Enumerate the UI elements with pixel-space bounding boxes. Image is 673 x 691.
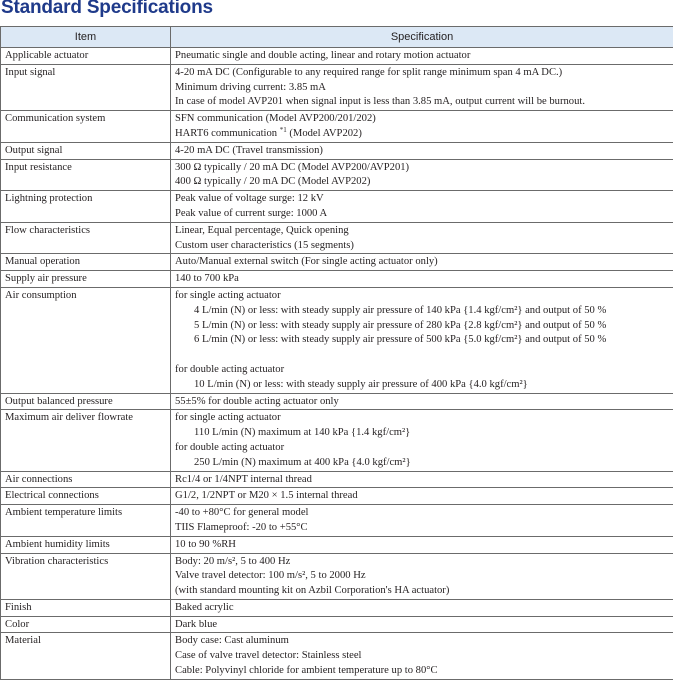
table-row [1,410,673,471]
spec-line: 4-20 mA DC (Configurable to any required range for split range minimum span 4 mA DC.) [175,66,563,78]
spec-line: Linear, Equal percentage, Quick opening [175,224,349,236]
row-spec-cell [171,64,673,110]
spec-line: Cable: Polyvinyl chloride for ambient temperature up to 80°C [175,665,438,677]
spec-line: Custom user characteristics (15 segments) [175,239,354,251]
header-specification: Specification [171,27,673,48]
spec-line: In case of model AVP201 when signal input is less than 3.85 mA, output current will be burnout. [175,96,585,108]
row-spec-cell [171,191,673,223]
row-item-label: Vibration characteristics [1,553,171,599]
row-item-label: Material [1,633,171,679]
spec-line: TIIS Flameproof: -20 to +55°C [175,521,308,533]
spec-line: SFN communication (Model AVP200/201/202) [175,113,376,125]
spec-line: Peak value of current surge: 1000 A [175,207,328,219]
spec-line: 5 L/min (N) or less: with steady supply air pressure of 280 kPa {2.8 kgf/cm²} and output of 50 % [194,319,607,331]
spec-table [0,26,673,680]
table-row [1,222,673,254]
row-spec-cell [171,488,673,505]
row-item-label: Output signal [1,142,171,159]
spec-text: (Model AVP202) [286,127,362,139]
row-item-label: Input signal [1,64,171,110]
row-item-label: Input resistance [1,159,171,191]
row-spec-cell [171,393,673,410]
row-item-label: Applicable actuator [1,48,171,65]
table-row [1,111,673,143]
row-item-label: Electrical connections [1,488,171,505]
spec-line: Valve travel detector: 100 m/s², 5 to 2000 Hz [175,570,366,582]
spec-line: for double acting actuator [175,441,285,453]
row-item-label: Ambient humidity limits [1,536,171,553]
row-spec-cell [171,271,673,288]
row-spec-cell [171,222,673,254]
row-spec-cell [171,599,673,616]
spec-line: Baked acrylic [175,601,234,613]
table-row [1,505,673,537]
spec-line: -40 to +80°C for general model [175,507,309,519]
row-spec-cell [171,553,673,599]
spec-line: Peak value of voltage surge: 12 kV [175,193,324,205]
row-item-label: Supply air pressure [1,271,171,288]
row-spec-cell [171,48,673,65]
spec-line: Body case: Cast aluminum [175,635,289,647]
table-row [1,633,673,679]
row-spec-cell [171,505,673,537]
row-spec-cell [171,410,673,471]
table-row [1,159,673,191]
table-row [1,553,673,599]
spec-line: Body: 20 m/s², 5 to 400 Hz [175,555,291,567]
table-header-row [1,27,673,48]
row-item-label: Lightning protection [1,191,171,223]
spec-line: 4 L/min (N) or less: with steady supply air pressure of 140 kPa {1.4 kgf/cm²} and output of 50 % [194,304,607,316]
row-item-label: Communication system [1,111,171,143]
footnote-marker: *1 [279,125,287,134]
spec-line: 10 to 90 %RH [175,538,236,550]
row-spec-cell [171,111,673,143]
table-row [1,48,673,65]
row-item-label: Air consumption [1,287,171,393]
row-item-label: Output balanced pressure [1,393,171,410]
row-spec-cell [171,254,673,271]
row-spec-cell [171,471,673,488]
spec-line: 110 L/min (N) maximum at 140 kPa {1.4 kgf/cm²} [194,427,411,439]
table-row [1,488,673,505]
row-spec-cell [171,287,673,393]
table-row [1,393,673,410]
spec-line: Rc1/4 or 1/4NPT internal thread [175,473,312,485]
spec-line: 10 L/min (N) or less: with steady supply air pressure of 400 kPa {4.0 kgf/cm²} [194,378,528,390]
spec-line: G1/2, 1/2NPT or M20 × 1.5 internal thread [175,490,358,502]
spec-line: Auto/Manual external switch (For single acting actuator only) [175,256,438,268]
table-row [1,64,673,110]
table-row [1,271,673,288]
spec-line: Case of valve travel detector: Stainless steel [175,650,362,662]
spec-line: 6 L/min (N) or less: with steady supply air pressure of 500 kPa {5.0 kgf/cm²} and output of 50 % [194,334,607,346]
spec-line: 55±5% for double acting actuator only [175,395,339,407]
page-title: Standard Specifications [1,0,213,18]
table-row [1,287,673,393]
table-row [1,616,673,633]
table-row [1,254,673,271]
spec-line: for single acting actuator [175,412,281,424]
spec-line: for double acting actuator [175,363,285,375]
row-spec-cell [171,142,673,159]
header-item: Item [1,27,171,48]
row-spec-cell [171,536,673,553]
spec-text: HART6 communication [175,127,278,139]
row-spec-cell [171,616,673,633]
table-row [1,191,673,223]
spec-line: 400 Ω typically / 20 mA DC (Model AVP202) [175,176,371,188]
table-row [1,471,673,488]
spec-line [175,127,669,142]
table-row [1,142,673,159]
spec-line: 250 L/min (N) maximum at 400 kPa {4.0 kgf/cm²} [194,456,411,468]
spacer [175,348,669,363]
spec-line: 140 to 700 kPa [175,273,239,285]
spec-line: (with standard mounting kit on Azbil Corporation's HA actuator) [175,585,450,597]
row-spec-cell [171,159,673,191]
row-item-label: Ambient temperature limits [1,505,171,537]
row-spec-cell [171,633,673,679]
spec-line: for single acting actuator [175,289,281,301]
row-item-label: Air connections [1,471,171,488]
row-item-label: Maximum air deliver flowrate [1,410,171,471]
spec-line: 300 Ω typically / 20 mA DC (Model AVP200/AVP201) [175,161,410,173]
row-item-label: Flow characteristics [1,222,171,254]
spec-line: Dark blue [175,618,218,630]
row-item-label: Color [1,616,171,633]
spec-line: 4-20 mA DC (Travel transmission) [175,144,323,156]
row-item-label: Finish [1,599,171,616]
table-row [1,536,673,553]
table-row [1,599,673,616]
spec-line: Minimum driving current: 3.85 mA [175,81,326,93]
row-item-label: Manual operation [1,254,171,271]
spec-line: Pneumatic single and double acting, linear and rotary motion actuator [175,50,471,61]
